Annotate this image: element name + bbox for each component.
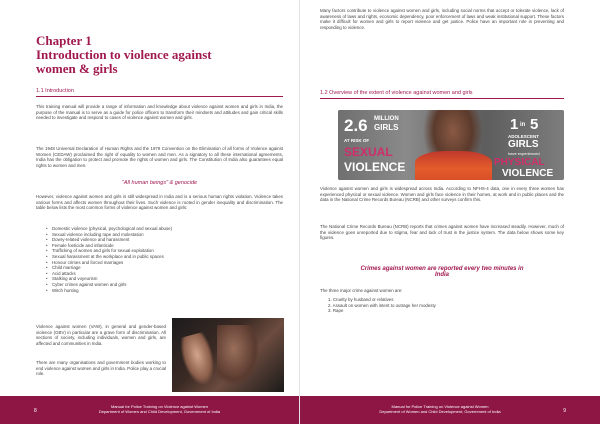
list-item: • Witch hunting (44, 288, 283, 294)
left-footer (0, 396, 299, 424)
highlight-line-2: India (434, 272, 449, 278)
statistics-banner-image (338, 110, 564, 180)
list-item: • Acid attacks (44, 271, 283, 277)
highlight-callout (320, 266, 564, 278)
stat-word-in: in (520, 122, 526, 128)
organisations-paragraph: There are many organisations and government bodies working to end violence against women and girls in India. Police play a crucial role. (36, 360, 166, 377)
list-item: • Female foeticide and infanticide (44, 243, 283, 249)
vaw-paragraph: Violence against women (VAW), in general and gender-based violence (GBV) in particular are a grave form of discrimination. All sections of society, including individuals, women and girls, are affected and communities in India. (36, 324, 166, 346)
list-item: • Stalking and voyeurism (44, 276, 283, 282)
right-top-paragraph: Many factors contribute to violence against women and girls, including social norms that accept or tolerate violence, lack of awareness of laws and rights, economic dependency, poor enforcement of laws and weak institutional support. These factors make it difficult for women and girls to report violence and get justice. Police have an important role in preventing and responding to violence. (320, 8, 564, 30)
list-item: 3. Rape (328, 308, 344, 314)
stat-number-5: 5 (530, 116, 539, 133)
list-item: • Dowry-related violence and harassment (44, 237, 283, 243)
chapter-title-line2: women & girls (36, 61, 118, 76)
right-page (300, 0, 600, 424)
crime-list (320, 297, 564, 314)
stat-unit-million: MILLION (374, 116, 399, 122)
stat-sub-experienced: have experienced (508, 151, 540, 156)
footer-line-2: Department of Women and Child Development, Government of India (98, 409, 221, 414)
list-item: • Cyber crimes against women and girls (44, 282, 283, 288)
footer-line-1: Manual for Police Training on Violence against Women (391, 404, 489, 409)
overview-paragraph-2: The National Crime Records Bureau (NCRB) reports that crimes against women have increased steadily. However, much of the violence goes unreported due to stigma, fear and lack of trust in the justice system. The data below shows some key figures. (320, 224, 564, 241)
chapter-title-line1: Introduction to violence against (36, 47, 212, 62)
stat-number-1: 1 (510, 116, 519, 133)
intro-paragraph-1: This training manual will provide a range of information and knowledge about violence against women and girls in India, the purpose of the manual is to serve as a guide for police officers to transform their mindsets and attitudes and gain critical skills needed to investigate and respond to cases of violence against women and girls. (36, 104, 283, 121)
stat-word-girls: GIRLS (374, 123, 399, 132)
list-item: • Sexual violence including rape and molestation (44, 232, 283, 238)
stat-word-physical: PHYSICAL (494, 157, 545, 168)
list-item: • Sexual harassment at the workplace and in public spaces (44, 254, 283, 260)
chapter-header (36, 34, 283, 76)
violence-forms-list (44, 226, 283, 293)
stat-word-violence-right: VIOLENCE (502, 168, 554, 179)
intro-paragraph-3: However, violence against women and girls is still widespread in India and is a serious human rights violation. Violence takes various forms and affects women throughout their lives. Such violence is rooted in gender inequality and discrimination. The table below lists the most common forms of violence against women and girls: (36, 194, 283, 211)
section-heading-overview: 1.2 Overview of the extent of violence against women and girls (320, 90, 564, 99)
footer-line-1: Manual for Police Training on Violence against Women (110, 404, 209, 409)
list-item: • Domestic violence (physical, psychological and sexual abuse) (44, 226, 283, 232)
list-item: • Trafficking of women and girls for sexual exploitation (44, 248, 283, 254)
crime-list-intro: The three major crime against women are: (320, 288, 403, 293)
list-item: 2. Assault on women with intent to outrage her modesty (328, 302, 436, 308)
page-number: 9 (563, 408, 566, 414)
quote-heading: "All human beings" & genocide (121, 180, 198, 186)
woman-covering-face-photo (172, 318, 284, 392)
stat-number-2-6: 2.6 (344, 116, 368, 135)
right-footer (300, 396, 600, 424)
stat-sub-at-risk: AT RISK OF (344, 138, 370, 143)
stat-word-violence-left: VIOLENCE (344, 160, 406, 174)
list-item: 1. Cruelty by husband or relatives (328, 297, 394, 302)
stat-word-girls-right: GIRLS (508, 139, 539, 150)
section-heading-introduction: 1.1 Introduction (36, 88, 283, 97)
footer-line-2: Department of Women and Child Development, Government of India (379, 409, 501, 414)
list-item: • Honour crimes and forced marriages (44, 260, 283, 266)
intro-paragraph-2: The 1948 Universal Declaration of Human Rights and the 1979 Convention on the Elimination of all forms of Violence against Women (CEDAW) proclaimed the right of equality to women and men. As a signatory to all these international agreements, India has the obligation to protect and promote the rights of women and girls. The Constitution of India also guarantees equal rights to women and men. (36, 146, 283, 168)
overview-paragraph-1: Violence against women and girls is widespread across India. According to NFHS-4 data, one in every three women has experienced physical or sexual violence. Women and girls face violence in their homes, at work and in public places and the data in the National Crime Records Bureau (NCRB) and other surveys confirm this. (320, 186, 564, 203)
list-item: • Child marriage (44, 265, 283, 271)
page-number: 8 (34, 408, 37, 414)
stat-sub-adolescent: ADOLESCENT (508, 134, 540, 139)
chapter-label: Chapter 1 (36, 33, 92, 48)
highlight-line-1: Crimes against women are reported every two minutes in (360, 266, 524, 272)
stat-word-sexual: SEXUAL (344, 145, 393, 159)
